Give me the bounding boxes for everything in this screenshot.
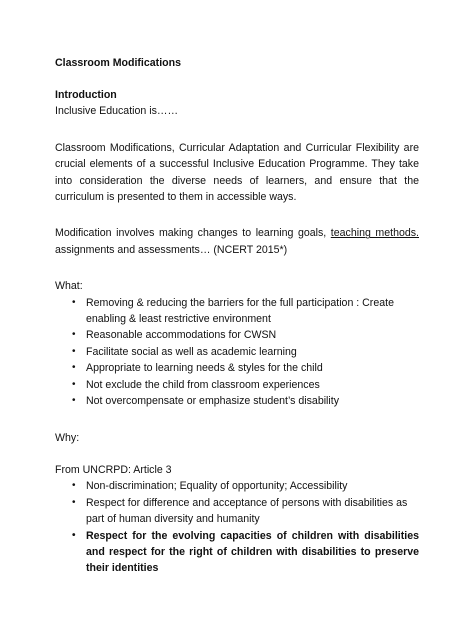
bullet-icon: • <box>72 329 76 341</box>
list-item <box>55 295 419 328</box>
list-item-text: Appropriate to learning needs & styles for the child <box>86 362 323 375</box>
list-item <box>55 393 419 409</box>
introduction-heading: Introduction <box>55 89 117 101</box>
modification-text: Modification involves making changes to learning goals, <box>55 227 331 240</box>
spacer <box>55 446 419 462</box>
spacer <box>55 71 419 87</box>
list-item <box>55 495 419 528</box>
list-item-text: Reasonable accommodations for CWSN <box>86 329 277 342</box>
bullet-icon: • <box>72 395 76 407</box>
what-heading: What: <box>55 280 83 293</box>
list-item <box>55 377 419 393</box>
list-item <box>55 360 419 376</box>
introduction-line: Inclusive Education is…… <box>55 105 179 118</box>
bullet-icon: • <box>72 362 76 374</box>
bullet-icon: • <box>72 378 76 390</box>
document-page <box>55 55 419 577</box>
list-item-text: Respect for the evolving capacities of children with disabilities and respect for the right of children with disabilities to preserve their identities <box>86 529 419 575</box>
why-list <box>55 478 419 576</box>
what-list <box>55 295 419 410</box>
list-item-bold <box>55 528 419 577</box>
why-heading: Why: <box>55 431 80 444</box>
modification-text-end: assignments and assessments… (NCERT 2015*) <box>55 243 288 256</box>
bullet-icon: • <box>72 496 76 508</box>
bullet-icon: • <box>72 529 76 541</box>
list-item <box>55 327 419 343</box>
paragraph-modification <box>55 225 419 258</box>
list-item-text: Removing & reducing the barriers for the full participation : Create enabling & least restrictive environment <box>86 296 394 326</box>
document-title: Classroom Modifications <box>55 57 181 69</box>
list-item-text: Facilitate social as well as academic learning <box>86 345 297 358</box>
bullet-icon: • <box>72 480 76 492</box>
list-item-text: Not overcompensate or emphasize student’s disability <box>86 395 340 408</box>
bullet-icon: • <box>72 345 76 357</box>
list-item-text: Not exclude the child from classroom experiences <box>86 378 320 391</box>
uncrpd-source: From UNCRPD: Article 3 <box>55 463 172 476</box>
spacer <box>55 258 419 278</box>
teaching-methods-underlined: teaching methods. <box>330 227 419 240</box>
paragraph-curricular-flexibility: Classroom Modifications, Curricular Adaptation and Curricular Flexibility are crucial elements of a successful Inclusive Education Programme. They take into consideration the diverse needs of learners, and ensure that the curriculum is presented to them in accessible ways. <box>55 141 419 204</box>
list-item-text: Respect for difference and acceptance of persons with disabilities as part of human diversity and humanity <box>86 496 408 526</box>
spacer <box>55 410 419 430</box>
list-item-text: Non-discrimination; Equality of opportunity; Accessibility <box>86 480 348 493</box>
spacer <box>55 120 419 140</box>
spacer <box>55 205 419 225</box>
bullet-icon: • <box>72 296 76 308</box>
list-item <box>55 478 419 494</box>
list-item <box>55 344 419 360</box>
